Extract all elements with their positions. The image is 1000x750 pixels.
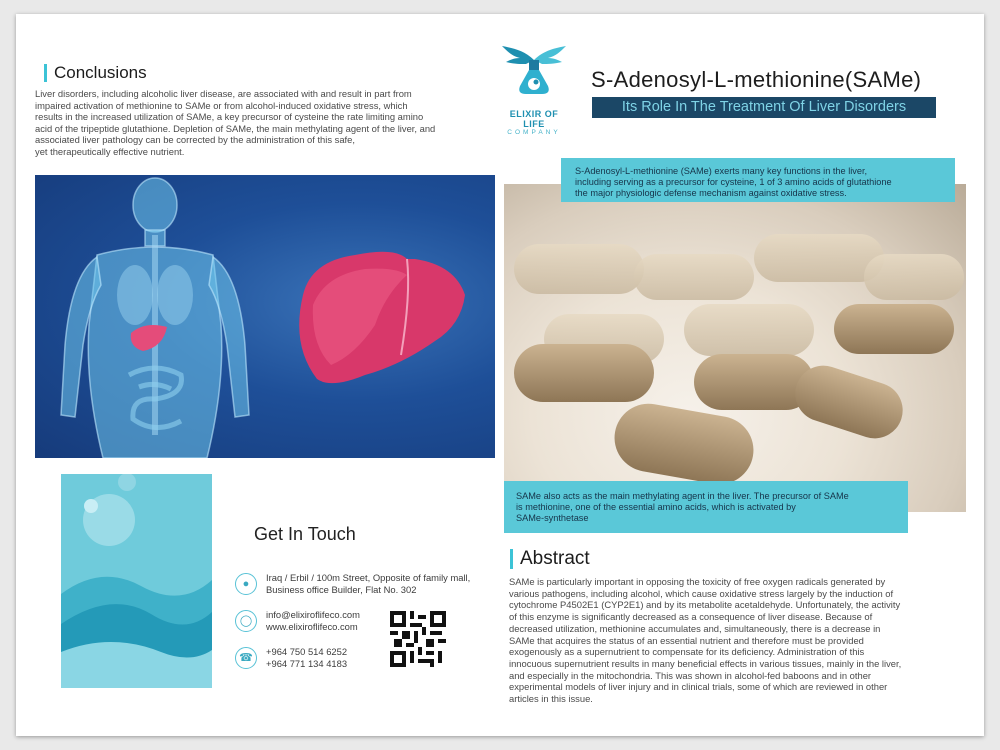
abstract-line: articles in this issue. <box>509 693 593 705</box>
conclusions-title: Conclusions <box>44 64 147 82</box>
callout-bottom-line: SAMe also acts as the main methylating agent in the liver. The precursor of SAMe <box>516 491 849 501</box>
contact-phones <box>266 646 347 670</box>
abstract-line: SAMe is particularly important in opposing the toxicity of free oxygen radicals generated by <box>509 576 886 587</box>
anatomy-liver-image <box>35 175 495 458</box>
abstract-line: SAMe that acquires the status of an essential nutrient and therefore must be provided <box>509 634 864 646</box>
abstract-title: Abstract <box>510 549 590 569</box>
page-subtitle: Its Role In The Treatment Of Liver Disorders <box>592 97 936 118</box>
abstract-line: decreased utilization, methionine accumulates and, simultaneously, there is a decrease in <box>509 622 881 634</box>
human-body-liver-illustration <box>35 175 495 458</box>
callout-bottom-line: SAMe-synthetase <box>516 513 589 523</box>
contact-web <box>266 609 360 633</box>
callout-top-line: the major physiologic defense mechanism against oxidative stress. <box>575 188 847 198</box>
qr-code-graphic <box>390 611 446 667</box>
contact-title: Get In Touch <box>254 524 356 544</box>
page-title: S-Adenosyl-L-methionine(SAMe) <box>591 67 922 92</box>
brochure-page <box>16 14 984 736</box>
phone-icon: ☎ <box>235 647 257 669</box>
logo-subtitle: COMPANY <box>507 129 561 136</box>
address-line: Iraq / Erbil / 100m Street, Opposite of family mall, <box>266 572 471 583</box>
conclusions-line: Liver disorders, including alcoholic liver disease, are associated with and result in part from <box>35 88 412 99</box>
abstract-line: cytochrome P4502E1 (CYP2E1) and by its metabolite acetaldehyde. Unfortunately, the activity <box>509 599 901 611</box>
winged-flask-icon <box>500 42 568 104</box>
abstract-line: various pathogens, including alcohol, which cause oxidative stress largely by the induction of <box>509 587 894 599</box>
abstract-line: of this enzyme is significantly decreased as a consequence of liver disease. Because of <box>509 611 873 623</box>
callout-top-line: S-Adenosyl-L-methionine (SAMe) exerts many key functions in the liver, <box>575 166 868 176</box>
abstract-line: innocuous supernutrient results in many beneficial effects in various tissues, mainly in the liver, <box>509 657 902 669</box>
conclusions-body <box>35 88 498 158</box>
callout-top <box>561 158 955 202</box>
conclusions-line: results in the increased utilization of SAMe, a key precursor of cysteine the rate limiting amino <box>35 111 424 123</box>
wave-bubbles-graphic <box>61 474 212 688</box>
conclusions-line: acid of the tripeptide glutathione. Depletion of SAMe, the main methylating agent of the liver, and <box>35 122 436 134</box>
callout-bottom <box>504 481 908 533</box>
company-logo <box>500 42 568 134</box>
callout-bottom-line: is methionine, one of the essential amino acids, which is activated by <box>516 502 796 512</box>
qr-code <box>390 611 446 667</box>
address-line: Business office Builder, Flat No. 302 <box>266 584 417 595</box>
location-pin-icon: ● <box>235 573 257 595</box>
pills-illustration <box>504 184 966 512</box>
abstract-body <box>509 576 962 705</box>
pills-image <box>504 184 966 512</box>
website-link[interactable]: www.elixiroflifeco.com <box>266 621 358 632</box>
email-link[interactable]: info@elixiroflifeco.com <box>266 609 360 620</box>
logo-name: ELIXIR OF LIFE <box>509 109 559 129</box>
abstract-line: exogenously as a supernutrient to compensate for its deficiency. Administration of this <box>509 646 865 658</box>
conclusions-line: associated liver pathology can be corrected by the administration of this safe, <box>35 134 355 146</box>
abstract-line: and especially in the mitochondria. This was shown in alcohol-fed baboons and in other <box>509 669 872 681</box>
phone-number: +964 750 514 6252 <box>266 646 348 657</box>
globe-icon: ◯ <box>235 610 257 632</box>
conclusions-line: yet therapeutically effective nutrient. <box>35 145 185 157</box>
conclusions-line: impaired activation of methionine to SAMe or from alcohol-induced oxidative stress, which <box>35 99 408 111</box>
contact-address <box>266 572 470 596</box>
decorative-wave-panel <box>61 474 212 688</box>
phone-number: +964 771 134 4183 <box>266 658 348 669</box>
callout-top-line: including serving as a precursor for cysteine, 1 of 3 amino acids of glutathione <box>575 177 892 187</box>
abstract-line: experimental models of liver injury and in clinical trials, some of which are reviewed in other <box>509 681 888 693</box>
